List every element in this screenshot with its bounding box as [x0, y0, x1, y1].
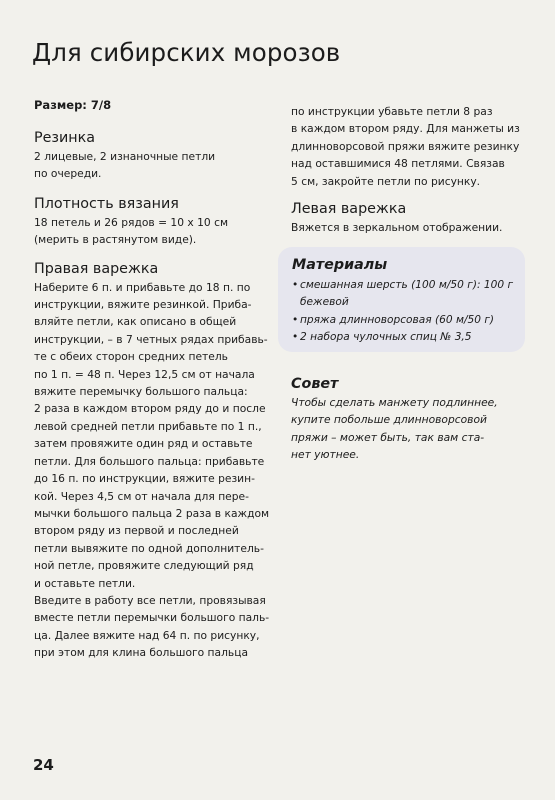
- left-column: [34, 98, 282, 662]
- section-text: 2 лицевые, 2 изнаночные петли по очереди.: [34, 150, 216, 181]
- page-title: Для сибирских морозов: [32, 38, 341, 67]
- section-text: Вяжется в зеркальном отображении.: [291, 221, 503, 235]
- materials-heading: Материалы: [292, 257, 388, 273]
- section-heading: Правая варежка: [34, 260, 159, 277]
- size-label: Размер: 7/8: [34, 98, 112, 112]
- page-number: 24: [33, 756, 54, 774]
- materials-list: [292, 277, 517, 347]
- section-text: 18 петель и 26 рядов = 10 х 10 см (мерить в растянутом виде).: [34, 215, 229, 247]
- materials-item: • 2 набора чулочных спиц № 3,5: [292, 329, 517, 346]
- section-gauge: [34, 196, 282, 249]
- section-right-mitten: [34, 261, 282, 662]
- section-heading: Плотность вязания: [34, 195, 179, 212]
- advice-section: [291, 376, 523, 464]
- materials-item: • смешанная шерсть (100 м/50 г): 100 г бежевой: [292, 277, 517, 312]
- section-heading: Резинка: [34, 130, 96, 146]
- section-text: Наберите 6 п. и прибавьте до 18 п. по инструкции, вяжите резинкой. Приба- вляйте петли, как описано в общей инструкции, – в 7 четных рядах прибавь- те с обеих сторон средних петель по 1 п. = 48 п. Через 12,5 см от начала вяжите перемычку большого пальца: 2 раза в каждом втором ряду до и после левой средней петли прибавьте по 1 п., затем провяжите один ряд и оставьте петли. Для большого пальца: прибавьте до 16 п. по инструкции, вяжите резин- кой. Через 4,5 см от начала для пере- мычки большого пальца 2 раза в каждом втором ряду из первой и последней петли вывяжите по одной дополнитель- ной петле, провяжите следующий ряд и оставьте петли. Введите в работу все петли, провязывая вместе петли перемычки большого паль- ца. Далее вяжите над 64 п. по рисунку, при этом для клина большого пальца: [34, 280, 270, 660]
- section-rib: [34, 130, 282, 183]
- advice-heading: Совет: [291, 376, 339, 392]
- continuation-text: по инструкции убавьте петли 8 раз в каждом втором ряду. Для манжеты из длинноворсовой пряжи вяжите резинку над оставшимися 48 петлями. Связав 5 см, закройте петли по рисунку.: [291, 105, 520, 188]
- materials-item: • пряжа длинноворсовая (60 м/50 г): [292, 312, 517, 329]
- materials-box: [278, 247, 525, 352]
- section-heading: Левая варежка: [291, 201, 407, 218]
- section-left-mitten: [291, 201, 523, 236]
- right-column: [291, 103, 523, 236]
- advice-text: Чтобы сделать манжету подлиннее, купите побольше длинноворсовой пряжи – может быть, так вам ста- нет уютнее.: [291, 396, 498, 462]
